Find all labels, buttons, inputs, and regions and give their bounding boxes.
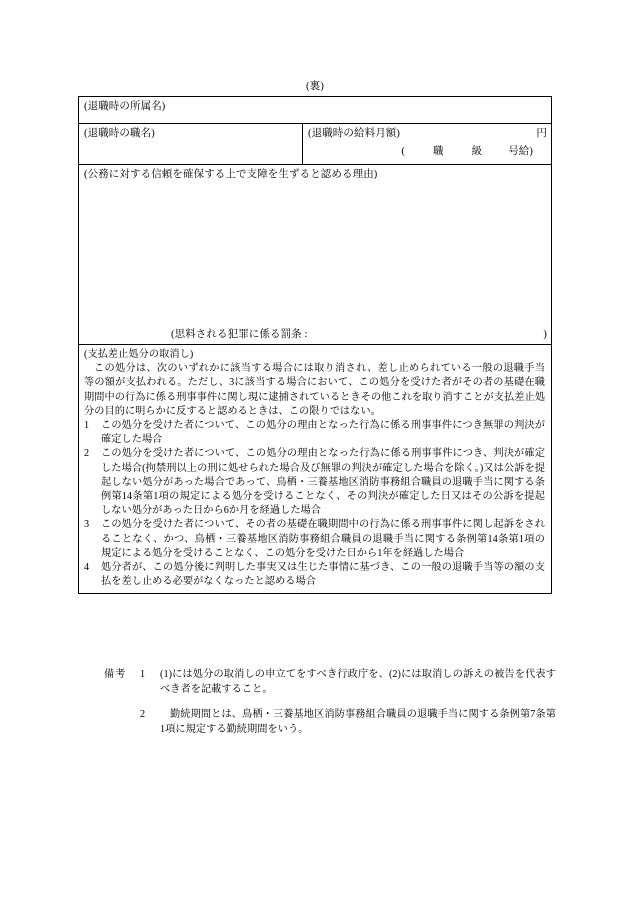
penal-code-label: (思料される犯罪に係る罰条 : — [171, 328, 308, 340]
salary-gokyu-label: 号給) — [508, 145, 533, 157]
notes-label: 備考 — [104, 669, 127, 680]
page-side-caption: (裏) — [305, 81, 325, 92]
cancellation-item-text: この処分を受けた者について、この処分の理由となった行為に係る刑事事件につき無罪の判決が確定した場合 — [101, 420, 545, 446]
salary-kyu-label: 級 — [471, 145, 483, 157]
notes-item — [104, 668, 556, 697]
notes-item-text: 勤続期間とは、鳥栖・三養基地区消防事務組合職員の退職手当に関する条例第7条第1項に規定する勤続期間をいう。 — [160, 709, 556, 735]
cancellation-item — [84, 419, 545, 447]
jobname-salary-row — [79, 124, 551, 165]
salary-amount-line — [308, 127, 547, 141]
cancellation-item-number: 1 — [84, 420, 90, 432]
notes-section — [104, 668, 556, 737]
cancellation-row — [79, 345, 551, 593]
retirement-allowance-form-table — [78, 96, 552, 594]
notes-item — [104, 708, 556, 737]
cancellation-item-text: この処分を受けた者について、その者の基礎在職期間中の行為に係る刑事事件に関し起訴をされることなく、かつ、鳥栖・三養基地区消防事務組合職員の退職手当に関する条例第14条第1項の規定による処分を受けることなく、この処分を受けた日から1年を経過した場合 — [101, 519, 545, 559]
cancellation-item — [84, 561, 545, 589]
salary-shoku-label: 職 — [432, 145, 444, 157]
reason-label: (公務に対する信頼を確保する上で支障を生ずると認める理由) — [84, 169, 378, 180]
cancellation-item-number: 4 — [84, 562, 90, 574]
jobname-label: (退職時の職名) — [79, 124, 303, 164]
notes-item-number: 2 — [140, 709, 146, 721]
cancellation-lead-paragraph: この処分は、次のいずれかに該当する場合には取り消され、差し止められている一般の退職手当等の額が支払われる。ただし、3に該当する場合において、この処分を受けた者がその者の基礎在職期間中の行為に係る刑事事件に関し現に逮捕されているときその他これを取り消すことが支払差止処分の目的に明らかに反すると認めるときは、この限りではない。 — [84, 363, 545, 417]
notes-item-text: (1)には処分の取消しの申立てをすべき行政庁を、(2)には取消しの訴えの被告を代表すべき者を記載すること。 — [160, 669, 556, 695]
cancellation-item — [84, 447, 545, 518]
cancellation-heading: (支払差止処分の取消し) — [84, 349, 194, 360]
salary-label: (退職時の給料月額) — [308, 128, 400, 139]
notes-item-number: 1 — [140, 669, 146, 680]
reason-cell[interactable] — [79, 165, 551, 344]
cancellation-cell — [79, 345, 551, 593]
cancellation-item-text: この処分を受けた者について、この処分の理由となった行為に係る刑事事件につき、判決が確定した場合(拘禁刑以上の刑に処せられた場合及び無罪の判決が確定した場合を除く。)又は公訴を提起しない処分があった場合であって、鳥栖・三養基地区消防事務組合職員の退職手当に関する条例第14条第1項の規定による処分を受けることなく、その判決が確定した日又はその公訴を提起しない処分があった日から6か月を経過した場合 — [101, 448, 545, 517]
salary-unit: 円 — [536, 128, 547, 139]
reason-row — [79, 165, 551, 345]
cancellation-item-text: 処分者が、この処分後に判明した事実又は生じた事情に基づき、この一般の退職手当等の額の支払を差し止める必要がなくなったと認める場合 — [101, 562, 545, 588]
cancellation-item-number: 2 — [84, 448, 90, 460]
cancellation-item — [84, 518, 545, 561]
cancellation-item-number: 3 — [84, 519, 90, 531]
salary-paren-open: ( — [401, 145, 405, 157]
department-label: (退職時の所属名) — [84, 101, 166, 112]
penal-code-close-paren: ) — [543, 328, 547, 340]
penal-code-line — [79, 328, 547, 342]
department-row — [79, 97, 551, 124]
salary-grade-line — [308, 145, 547, 159]
salary-cell — [303, 124, 551, 164]
